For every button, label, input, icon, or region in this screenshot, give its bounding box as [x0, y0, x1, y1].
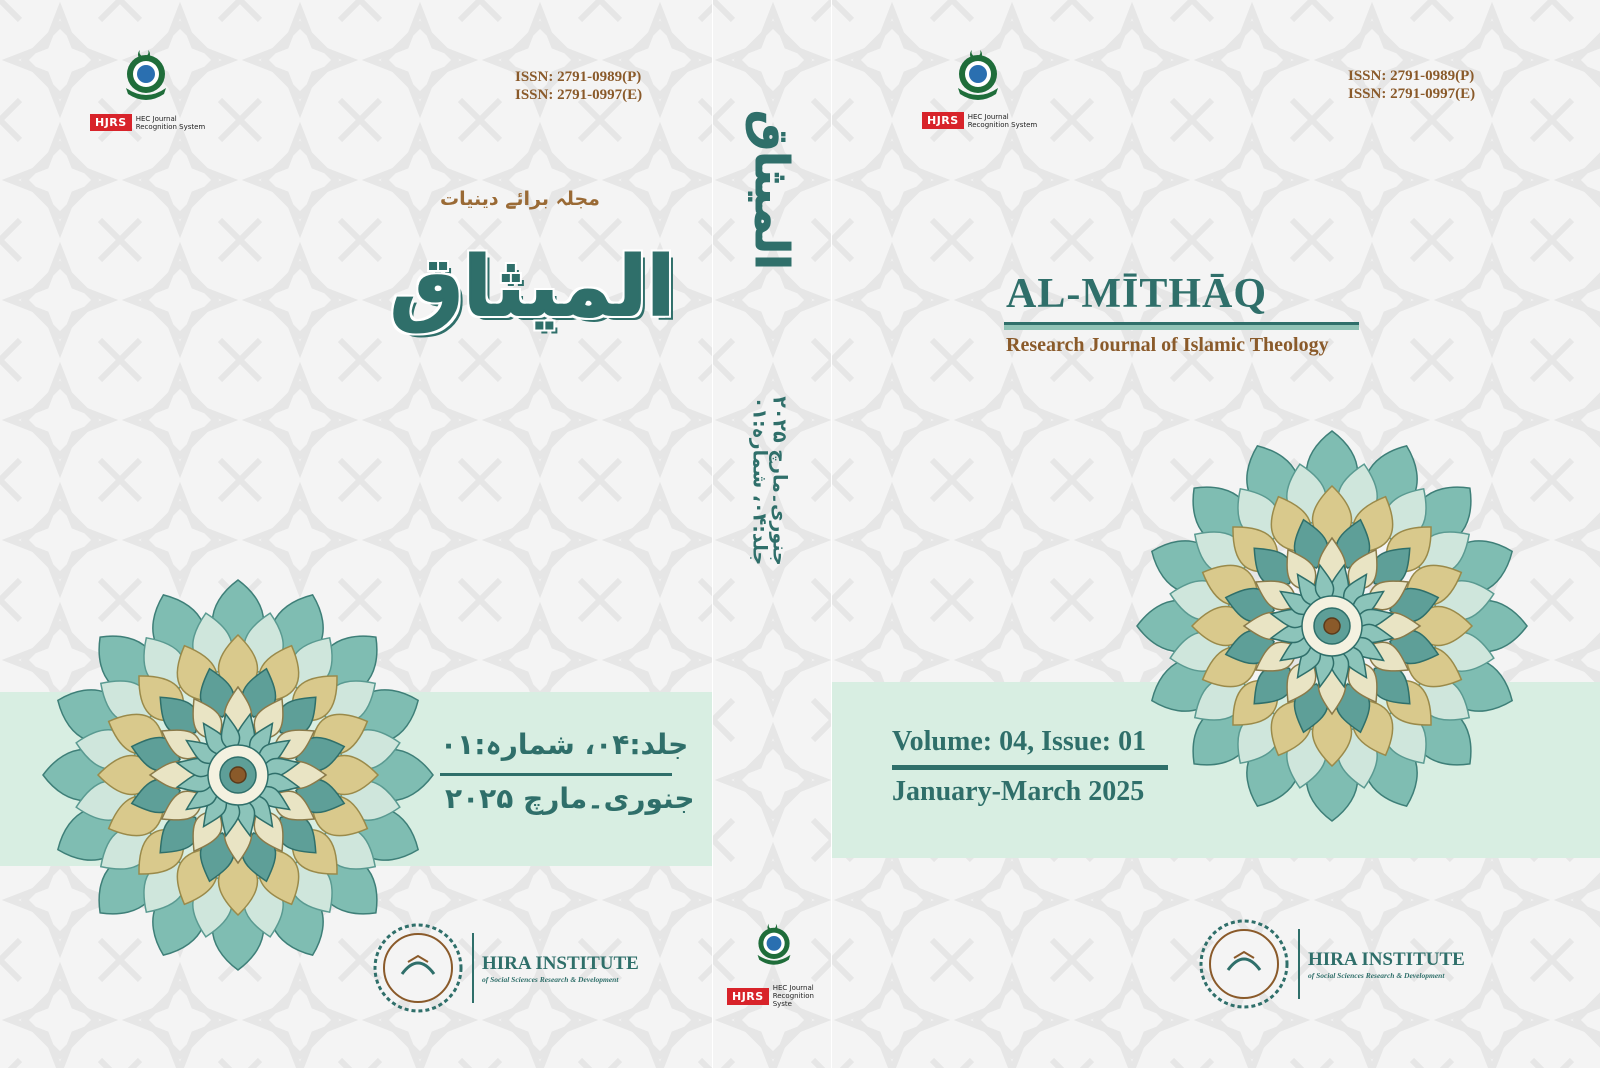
urdu-volume: جلد:۰۴، شمارہ:۰۱	[440, 728, 689, 761]
urdu-date: جنوری۔مارچ ۲۰۲۵	[445, 782, 695, 815]
hira-institute-logo	[372, 922, 639, 1014]
hjrs-logo	[922, 112, 1037, 129]
issn-electronic: ISSN: 2791-0997(E)	[1348, 86, 1476, 102]
hira-subtitle: of Social Sciences Research & Development	[482, 974, 619, 984]
spine	[713, 0, 831, 1068]
divider	[440, 773, 672, 776]
title-underline-dark	[1004, 322, 1359, 325]
hira-divider	[472, 933, 474, 1003]
hjrs-line2: Recognition System	[135, 122, 206, 131]
issn-block	[1348, 67, 1475, 103]
spine-hjrs-line2: Recognition Syste	[772, 992, 814, 1008]
journal-title: AL-MĪTHĀQ	[1006, 271, 1267, 317]
hjrs-line1: HEC Journal	[967, 112, 1009, 121]
urdu-title: المیثاق	[390, 240, 675, 335]
issn-print: ISSN: 2791-0989(P)	[1348, 68, 1475, 84]
hira-subtitle: of Social Sciences Research & Development	[1308, 970, 1445, 980]
hjrs-logo	[90, 114, 205, 131]
hira-title: HIRA INSTITUTE	[482, 952, 639, 974]
spine-hjrs-badge: HJRS	[727, 988, 769, 1005]
hjrs-badge: HJRS	[90, 114, 132, 131]
mandala-icon	[38, 575, 438, 975]
issue-date: January-March 2025	[892, 776, 1145, 807]
back-cover	[0, 0, 712, 1068]
hira-title: HIRA INSTITUTE	[1308, 948, 1465, 970]
hec-emblem-icon	[950, 44, 1006, 108]
hjrs-badge: HJRS	[922, 112, 964, 129]
hjrs-line2: Recognition System	[967, 120, 1038, 129]
spine-hjrs-logo	[727, 984, 831, 1008]
issn-block	[515, 68, 642, 104]
spine-hec-emblem-icon	[751, 918, 797, 972]
hira-divider	[1298, 929, 1300, 999]
volume-divider	[892, 765, 1168, 770]
hjrs-line1: HEC Journal	[135, 114, 177, 123]
hira-emblem-icon	[372, 922, 464, 1014]
spine-urdu-title: المیثاق	[745, 110, 799, 270]
urdu-subtitle: مجلہ برائے دینیات	[440, 188, 600, 210]
journal-subtitle: Research Journal of Islamic Theology	[1006, 334, 1329, 356]
issn-electronic: ISSN: 2791-0997(E)	[515, 87, 643, 103]
spine-urdu-date: جنوری۔مارچ ۲۰۲۵	[768, 396, 791, 566]
mandala-icon	[1132, 426, 1532, 826]
front-cover	[832, 0, 1600, 1068]
hira-institute-logo	[1198, 918, 1465, 1010]
hira-emblem-icon	[1198, 918, 1290, 1010]
volume-issue: Volume: 04, Issue: 01	[892, 726, 1147, 757]
hec-emblem-icon	[118, 44, 174, 108]
spine-urdu-volume: جلد:۰۴، شمارہ:۰۱	[748, 396, 771, 566]
spine-hjrs-line1: HEC Journal	[772, 984, 814, 992]
issn-print: ISSN: 2791-0989(P)	[515, 69, 642, 85]
